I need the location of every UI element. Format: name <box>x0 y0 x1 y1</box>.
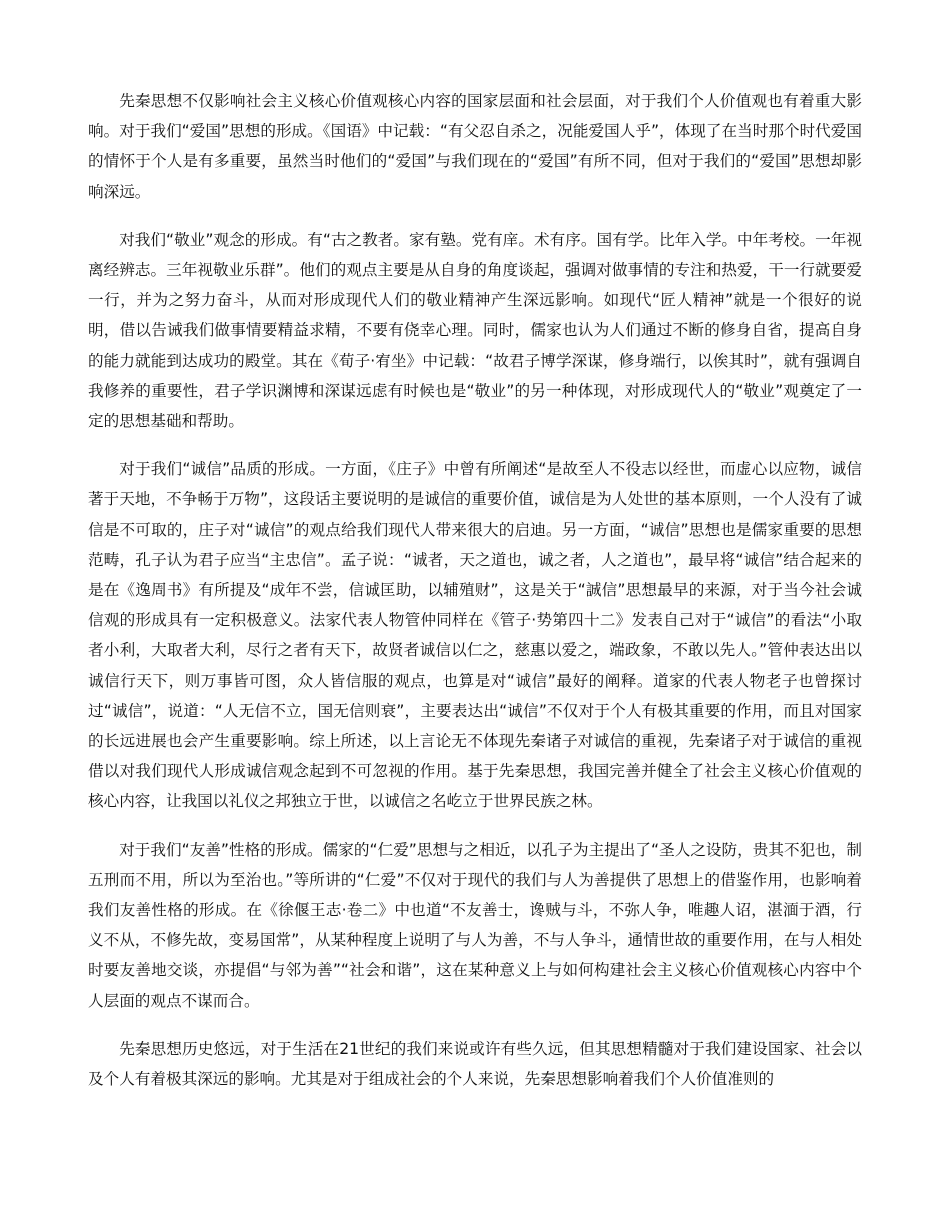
paragraph-conclusion: 先秦思想历史悠远，对于生活在21世纪的我们来说或许有些久远，但其思想精髓对于我们建设国家、社会以及个人有着极其深远的影响。尤其是对于组成社会的个人来说，先秦思想影响着我们个人价值准则的 <box>88 1039 862 1089</box>
paragraph-integrity: 对于我们“诚信”品质的形成。一方面，《庄子》中曾有所阐述“是故至人不役志以经世，而虚心以应物，诚信著于天地，不争畅于万物”，这段话主要说明的是诚信的重要价值，诚信是为人处世的基本原则，一个人没有了诚信是不可取的，庄子对“诚信”的观点给我们现代人带来很大的启迪。另一方面，“诚信”思想也是儒家重要的思想范畴，孔子认为君子应当“主忠信”。孟子说：“诚者，天之道也，诚之者，人之道也”，最早将“诚信”结合起来的是在《逸周书》有所提及“成年不尝，信诚匡助，以辅殖财”，这是关于“誠信”思想最早的来源，对于当今社会诚信观的形成具有一定积极意义。法家代表人物管仲同样在《管子·势第四十二》发表自己对于“诚信”的看法“小取者小利，大取者大利，尽行之者有天下，故贤者诚信以仁之，慈惠以爱之，端政象，不敢以先人。”管仲表达出以诚信行天下，则万事皆可图，众人皆信服的观点，也算是对“诚信”最好的阐释。道家的代表人物老子也曾探讨过“诚信”，说道：“人无信不立，国无信则衰”，主要表达出“诚信”不仅对于个人有极其重要的作用，而且对国家的长远进展也会产生重要影响。综上所述，以上言论无不体现先秦诸子对诚信的重视，先秦诸子对于诚信的重视借以对我们现代人形成诚信观念起到不可忽视的作用。基于先秦思想，我国完善并健全了社会主义核心价值观的核心内容，让我国以礼仪之邦独立于世，以诚信之名屹立于世界民族之林。 <box>88 460 862 811</box>
paragraph-patriotism: 先秦思想不仅影响社会主义核心价值观核心内容的国家层面和社会层面，对于我们个人价值观也有着重大影响。对于我们“爱国”思想的形成。《国语》中记载：“有父忍自杀之，况能爱国人乎”，体现了在当时那个时代爱国的情怀于个人是有多重要，虽然当时他们的“爱国”与我们现在的“爱国”有所不同，但对于我们的“爱国”思想却影响深远。 <box>88 92 862 201</box>
document-body <box>88 86 862 1112</box>
paragraph-dedication: 对我们“敬业”观念的形成。有“古之教者。家有塾。党有庠。术有序。国有学。比年入学。中年考校。一年视离经辨志。三年视敬业乐群”。他们的观点主要是从自身的角度谈起，强调对做事情的专注和热爱，干一行就要爱一行，并为之努力奋斗，从而对形成现代人们的敬业精神产生深远影响。如现代“匠人精神”就是一个很好的说明，借以告诫我们做事情要精益求精，不要有侥幸心理。同时，儒家也认为人们通过不断的修身自省，提高自身的能力就能到达成功的殿堂。其在《荀子·宥坐》中记载：“故君子博学深谋，修身端行，以俟其时”，就有强调自我修养的重要性，君子学识渊博和深谋远虑有时候也是“敬业”的另一种体现，对形成现代人的“敬业”观奠定了一定的思想基础和帮助。 <box>88 230 862 431</box>
paragraph-friendliness: 对于我们“友善”性格的形成。儒家的“仁爱”思想与之相近，以孔子为主提出了“圣人之设防，贵其不犯也，制五刑而不用，所以为至治也。”等所讲的“仁爱”不仅对于现代的我们与人为善提供了思想上的借鉴作用，也影响着我们友善性格的形成。在《徐偃王志·卷二》中也道“不友善士，谗贼与斗，不弥人争，唯趣人诏，湛湎于酒，行义不从，不修先故，变易国常”，从某种程度上说明了与人为善，不与人争斗，通情世故的重要作用，在与人相处时要友善地交谈，亦提倡“与邻为善”“社会和谐”，这在某种意义上与如何构建社会主义核心价值观核心内容中个人层面的观点不谋而合。 <box>88 840 862 1010</box>
